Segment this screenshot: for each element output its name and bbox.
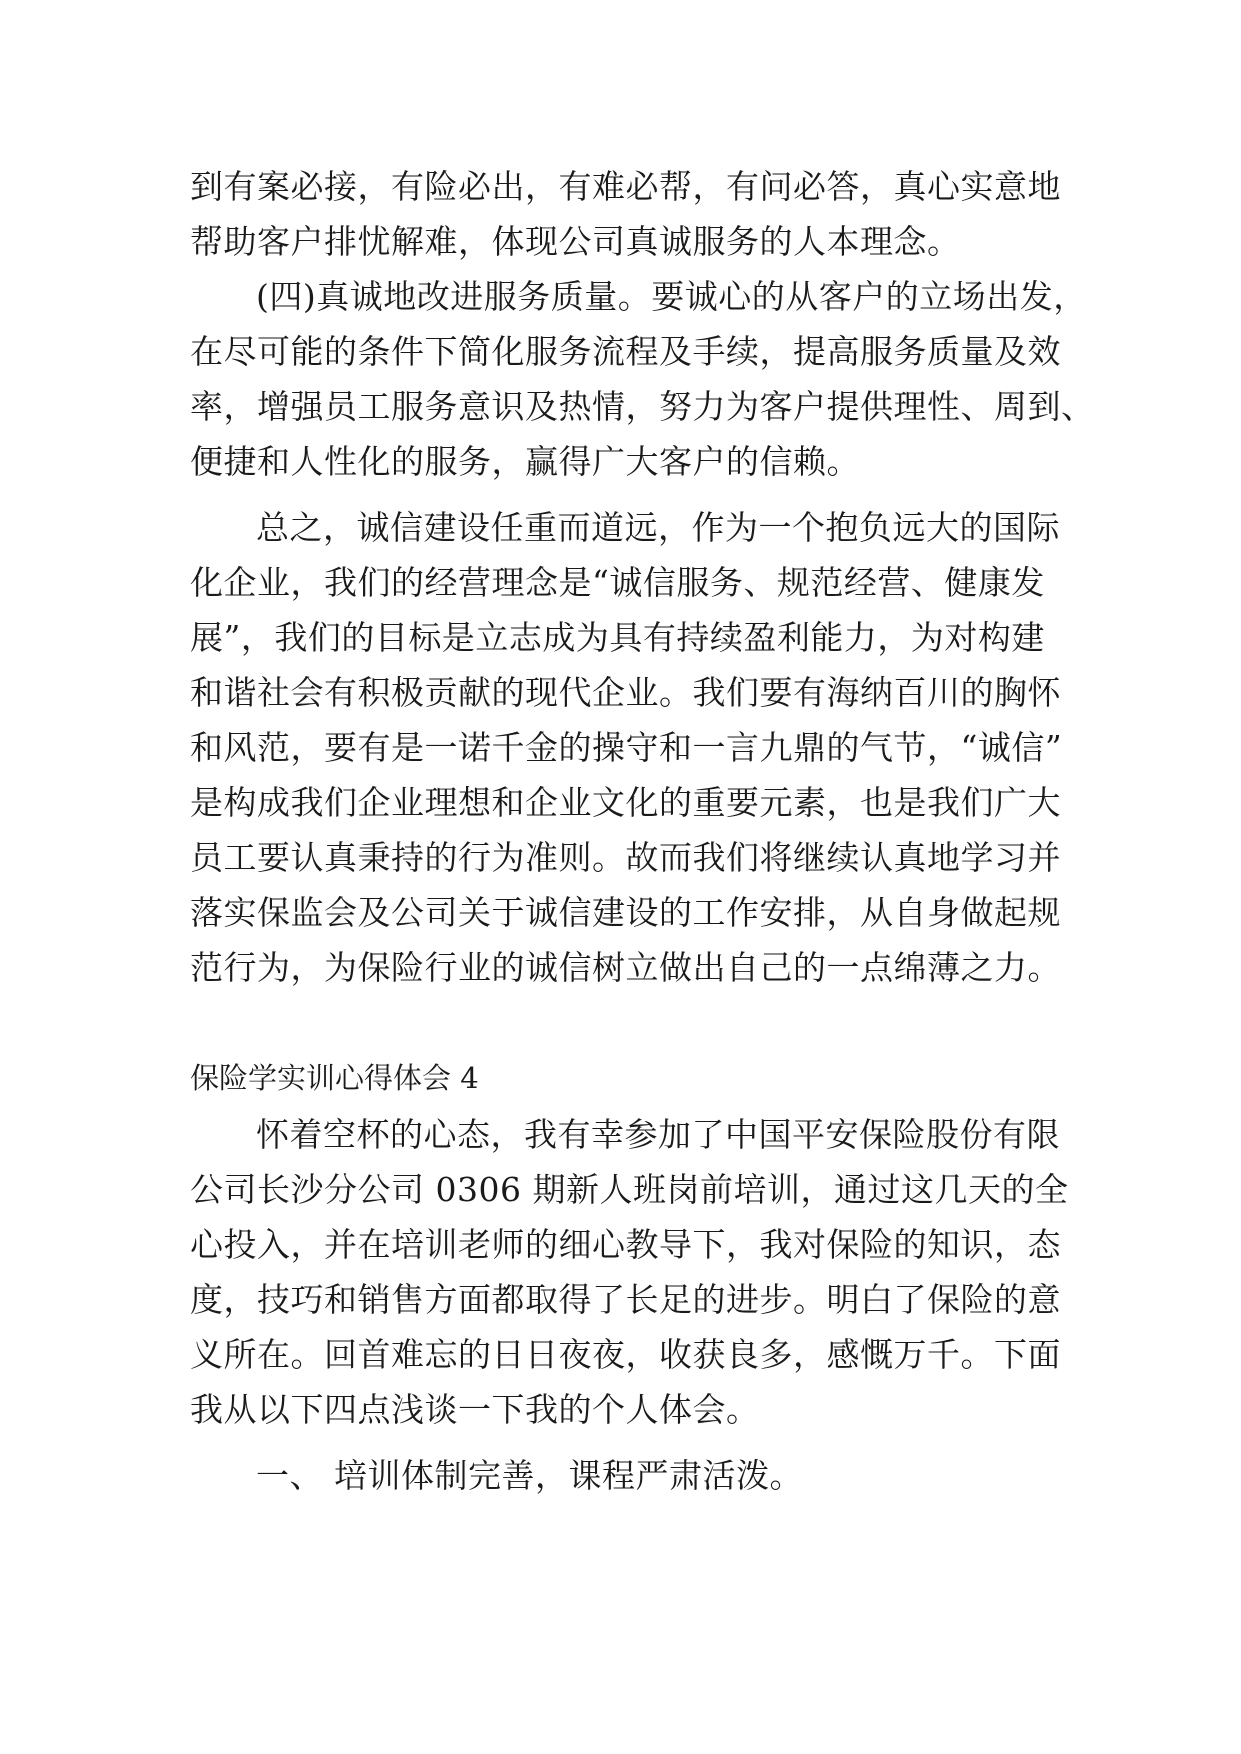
paragraph-line: 到有案必接，有险必出，有难必帮，有问必答，真心实意地 (190, 167, 1061, 206)
paragraph-line: 便捷和人性化的服务，赢得广大客户的信赖。 (190, 442, 860, 481)
paragraph-line: 公司长沙分公司 0306 期新人班岗前培训，通过这几天的全 (190, 1170, 1069, 1209)
paragraph-line: 范行为，为保险行业的诚信树立做出自己的一点绵薄之力。 (190, 948, 1061, 987)
paragraph-line: 和谐社会有积极贡献的现代企业。我们要有海纳百川的胸怀 (190, 673, 1061, 712)
paragraph-line: 率，增强员工服务意识及热情，努力为客户提供理性、周到、 (190, 387, 1095, 426)
paragraph-line: 义所在。回首难忘的日日夜夜，收获良多，感慨万千。下面 (190, 1335, 1061, 1374)
paragraph-line: 是构成我们企业理想和企业文化的重要元素，也是我们广大 (190, 783, 1061, 822)
paragraph-line: 我从以下四点浅谈一下我的个人体会。 (190, 1390, 760, 1429)
paragraph-line: (四)真诚地改进服务质量。要诚心的从客户的立场出发， (256, 277, 1087, 316)
section-heading: 保险学实训心得体会 4 (190, 1061, 479, 1095)
paragraph-line: 总之，诚信建设任重而道远，作为一个抱负远大的国际 (256, 508, 1060, 547)
paragraph-line: 展”，我们的目标是立志成为具有持续盈利能力，为对构建 (190, 618, 1045, 657)
paragraph-line: 怀着空杯的心态，我有幸参加了中国平安保险股份有限 (256, 1115, 1060, 1154)
paragraph-line: 员工要认真秉持的行为准则。故而我们将继续认真地学习并 (190, 838, 1061, 877)
paragraph-line: 在尽可能的条件下简化服务流程及手续，提高服务质量及效 (190, 332, 1061, 371)
paragraph-line: 落实保监会及公司关于诚信建设的工作安排，从自身做起规 (190, 893, 1061, 932)
paragraph-line: 化企业，我们的经营理念是“诚信服务、规范经营、健康发 (190, 563, 1045, 602)
paragraph-line: 心投入，并在培训老师的细心教导下，我对保险的知识，态 (190, 1225, 1061, 1264)
paragraph-line: 帮助客户排忧解难，体现公司真诚服务的人本理念。 (190, 222, 961, 261)
paragraph-line: 和风范，要有是一诺千金的操守和一言九鼎的气节，“诚信” (190, 728, 1063, 767)
paragraph-line: 度，技巧和销售方面都取得了长足的进步。明白了保险的意 (190, 1280, 1061, 1319)
list-heading: 一、 培训体制完善，课程严肃活泼。 (256, 1456, 803, 1495)
